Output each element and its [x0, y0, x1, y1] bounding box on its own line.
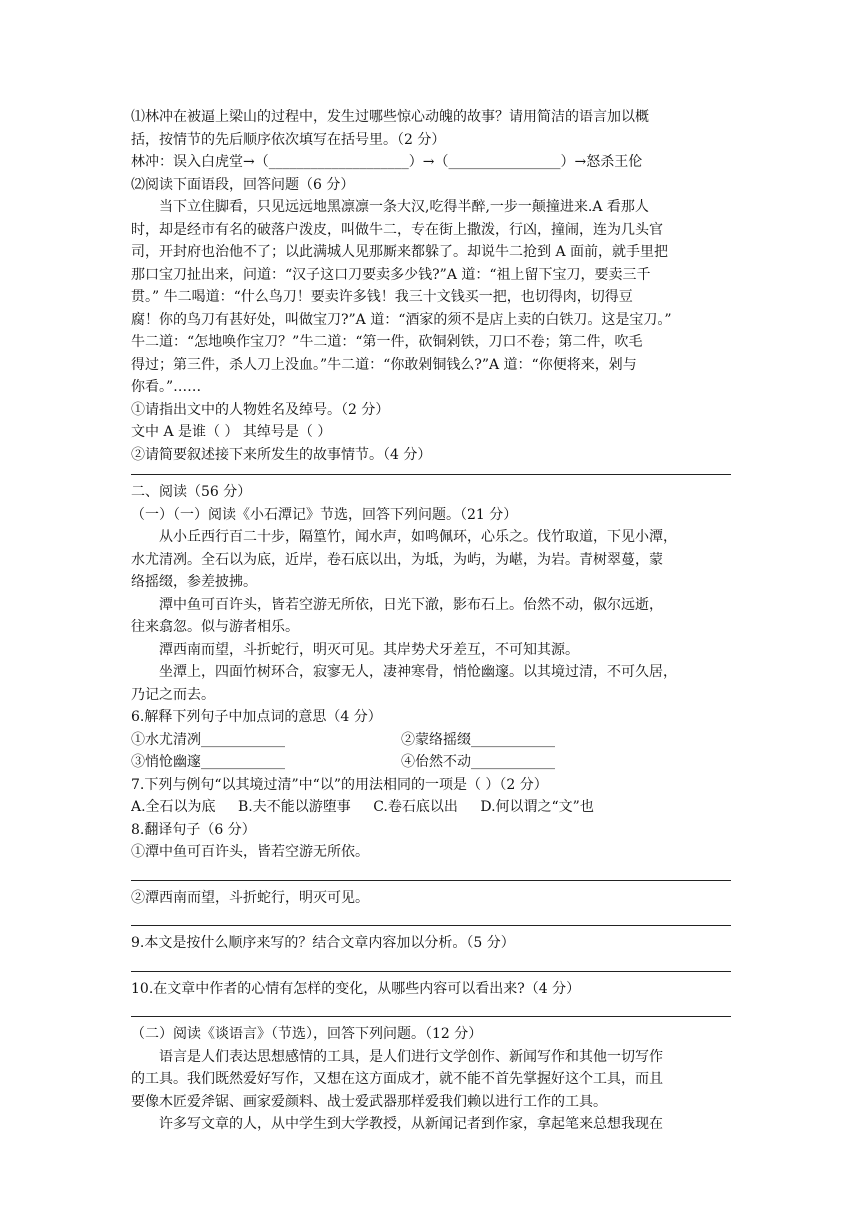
- q7-option-b: B.夫不能以游堕事: [238, 799, 351, 815]
- q7-option-d: D.何以谓之“文”也: [480, 799, 594, 815]
- passage-line: 络摇缀，参差披拂。: [131, 574, 257, 590]
- q6-item: ④佁然不动____________: [401, 754, 555, 770]
- passage-line: 往来翕忽。似与游者相乐。: [131, 619, 299, 635]
- passage-line: 潭西南而望，斗折蛇行，明灭可见。其岸势犬牙差互，不可知其源。: [159, 641, 579, 658]
- q7-option-c: C.卷石底以出: [373, 799, 458, 815]
- passage-line: 时，却是经市有名的破落户泼皮，叫做牛二，专在街上撒泼，行凶，撞闹，连为几头官: [131, 221, 663, 238]
- passage-line: 牛二道：“怎地唤作宝刀？”牛二道：“第一件，砍铜剁铁，刀口不卷；第二件，吹毛: [131, 334, 643, 350]
- q6-row: [131, 729, 731, 752]
- answer-line: [131, 971, 731, 972]
- sub-question-2: ②请简要叙述接下来所发生的故事情节。（4 分）: [131, 446, 432, 463]
- passage-line: 得过；第三件，杀人刀上没血。”牛二道：“你敢剁铜钱么?”A 道：“你便将来，剁与: [131, 356, 637, 373]
- answer-line: [131, 1016, 731, 1017]
- q1-line: ⑴林冲在被逼上梁山的过程中，发生过哪些惊心动魄的故事？请用简洁的语言加以概: [131, 109, 649, 125]
- passage-line: 贯。” 牛二喝道：“什么鸟刀！要卖许多钱！我三十文钱买一把，也切得肉，切得豆: [131, 289, 633, 305]
- q2-title: ⑵阅读下面语段，回答问题（6 分）: [131, 176, 355, 193]
- q6-item: ①水尤清冽____________: [131, 731, 285, 748]
- passage-line: 水尤清冽。全石以为底，近岸，卷石底以出，为坻，为屿，为嵁，为岩。青树翠蔓，蒙: [131, 551, 663, 568]
- section-1-title: （一）（一）阅读《小石潭记》节选，回答下列问题。（21 分）: [131, 506, 518, 523]
- q1-answer-line: 林冲：误入白虎堂→（____________________）→（________________）→怒杀王伦: [131, 154, 643, 170]
- q1-line: 括，按情节的先后顺序依次填写在括号里。（2 分）: [131, 131, 446, 148]
- shuihu-passage: [131, 196, 731, 399]
- passage-line: 那口宝刀扯出来，问道：“汉子这口刀要卖多少钱?”A 道：“祖上留下宝刀，要卖三千: [131, 266, 651, 283]
- answer-line: [131, 880, 731, 881]
- passage-line: 腐！你的鸟刀有甚好处，叫做宝刀?”A 道：“酒家的须不是店上卖的白铁刀。这是宝刀。”: [131, 311, 672, 328]
- passage-line: 坐潭上，四面竹树环合，寂寥无人，凄神寒骨，悄怆幽邃。以其境过清，不可久居，: [159, 664, 677, 680]
- passage-line: 语言是人们表达思想感情的工具，是人们进行文学创作、新闻写作和其他一切写作: [159, 1048, 663, 1065]
- sub-question-1-blank: 文中 A 是谁（ ） 其绰号是（ ）: [131, 424, 332, 440]
- q10: 10.在文章中作者的心情有怎样的变化，从哪些内容可以看出来?（4 分）: [131, 980, 581, 997]
- q6-item: ②蒙络摇缀____________: [401, 731, 555, 748]
- passage-line: 从小丘西行百二十步，隔篁竹，闻水声，如鸣佩环，心乐之。伐竹取道，下见小潭，: [159, 529, 677, 545]
- passage-line: 潭中鱼可百许头，皆若空游无所依，日光下澈，影布石上。佁然不动，俶尔远逝，: [159, 596, 663, 613]
- sub-question-1: ①请指出文中的人物姓名及绰号。（2 分）: [131, 401, 390, 418]
- passage-line: 当下立住脚看，只见远远地黑凛凛一条大汉,吃得半醉,一步一颠撞进来.A 看那人: [159, 199, 649, 215]
- question-1: [131, 106, 731, 174]
- q7-option-a: A.全石以为底: [131, 799, 216, 815]
- passage-line: 的工具。我们既然爱好写作，又想在这方面成才，就不能不首先掌握好这个工具，而且: [131, 1071, 663, 1087]
- q8-sentence-2: ②潭西南而望，斗折蛇行，明灭可见。: [131, 889, 369, 906]
- tanyuyan-passage: [131, 1046, 731, 1136]
- section-heading: 二、阅读（56 分）: [131, 484, 252, 500]
- passage-line: 乃记之而去。: [131, 686, 215, 703]
- passage-line: 司，开封府也治他不了；以此满城人见那厮来都躲了。却说牛二抢到 A 面前，就手里把: [131, 244, 669, 260]
- answer-line: [131, 474, 731, 475]
- passage-line: 要像木匠爱斧锯、画家爱颜料、战士爱武器那样爱我们赖以进行工作的工具。: [131, 1093, 607, 1110]
- answer-line: [131, 925, 731, 926]
- passage-line: 你看。”……: [131, 379, 202, 395]
- q7-title: 7.下列与例句“以其境过清”中“以”的用法相同的一项是（ ）（2 分）: [131, 776, 548, 793]
- passage-line: 许多写文章的人，从中学生到大学教授，从新闻记者到作家，拿起笔来总想我现在: [159, 1116, 663, 1132]
- section-2-title: （二）阅读《谈语言》（节选），回答下列问题。（12 分）: [131, 1026, 483, 1042]
- q7-options: [131, 796, 731, 819]
- q6-item: ③悄怆幽邃____________: [131, 754, 285, 770]
- q6-title: 6.解释下列句子中加点词的意思（4 分）: [131, 709, 382, 725]
- xiaoshitanji-passage: [131, 526, 731, 706]
- q8-title: 8.翻译句子（6 分）: [131, 821, 256, 838]
- exam-content: [131, 106, 731, 1136]
- q9: 9.本文是按什么顺序来写的？结合文章内容加以分析。（5 分）: [131, 935, 515, 951]
- q6-row: [131, 751, 731, 774]
- q8-sentence-1: ①潭中鱼可百许头，皆若空游无所依。: [131, 844, 369, 860]
